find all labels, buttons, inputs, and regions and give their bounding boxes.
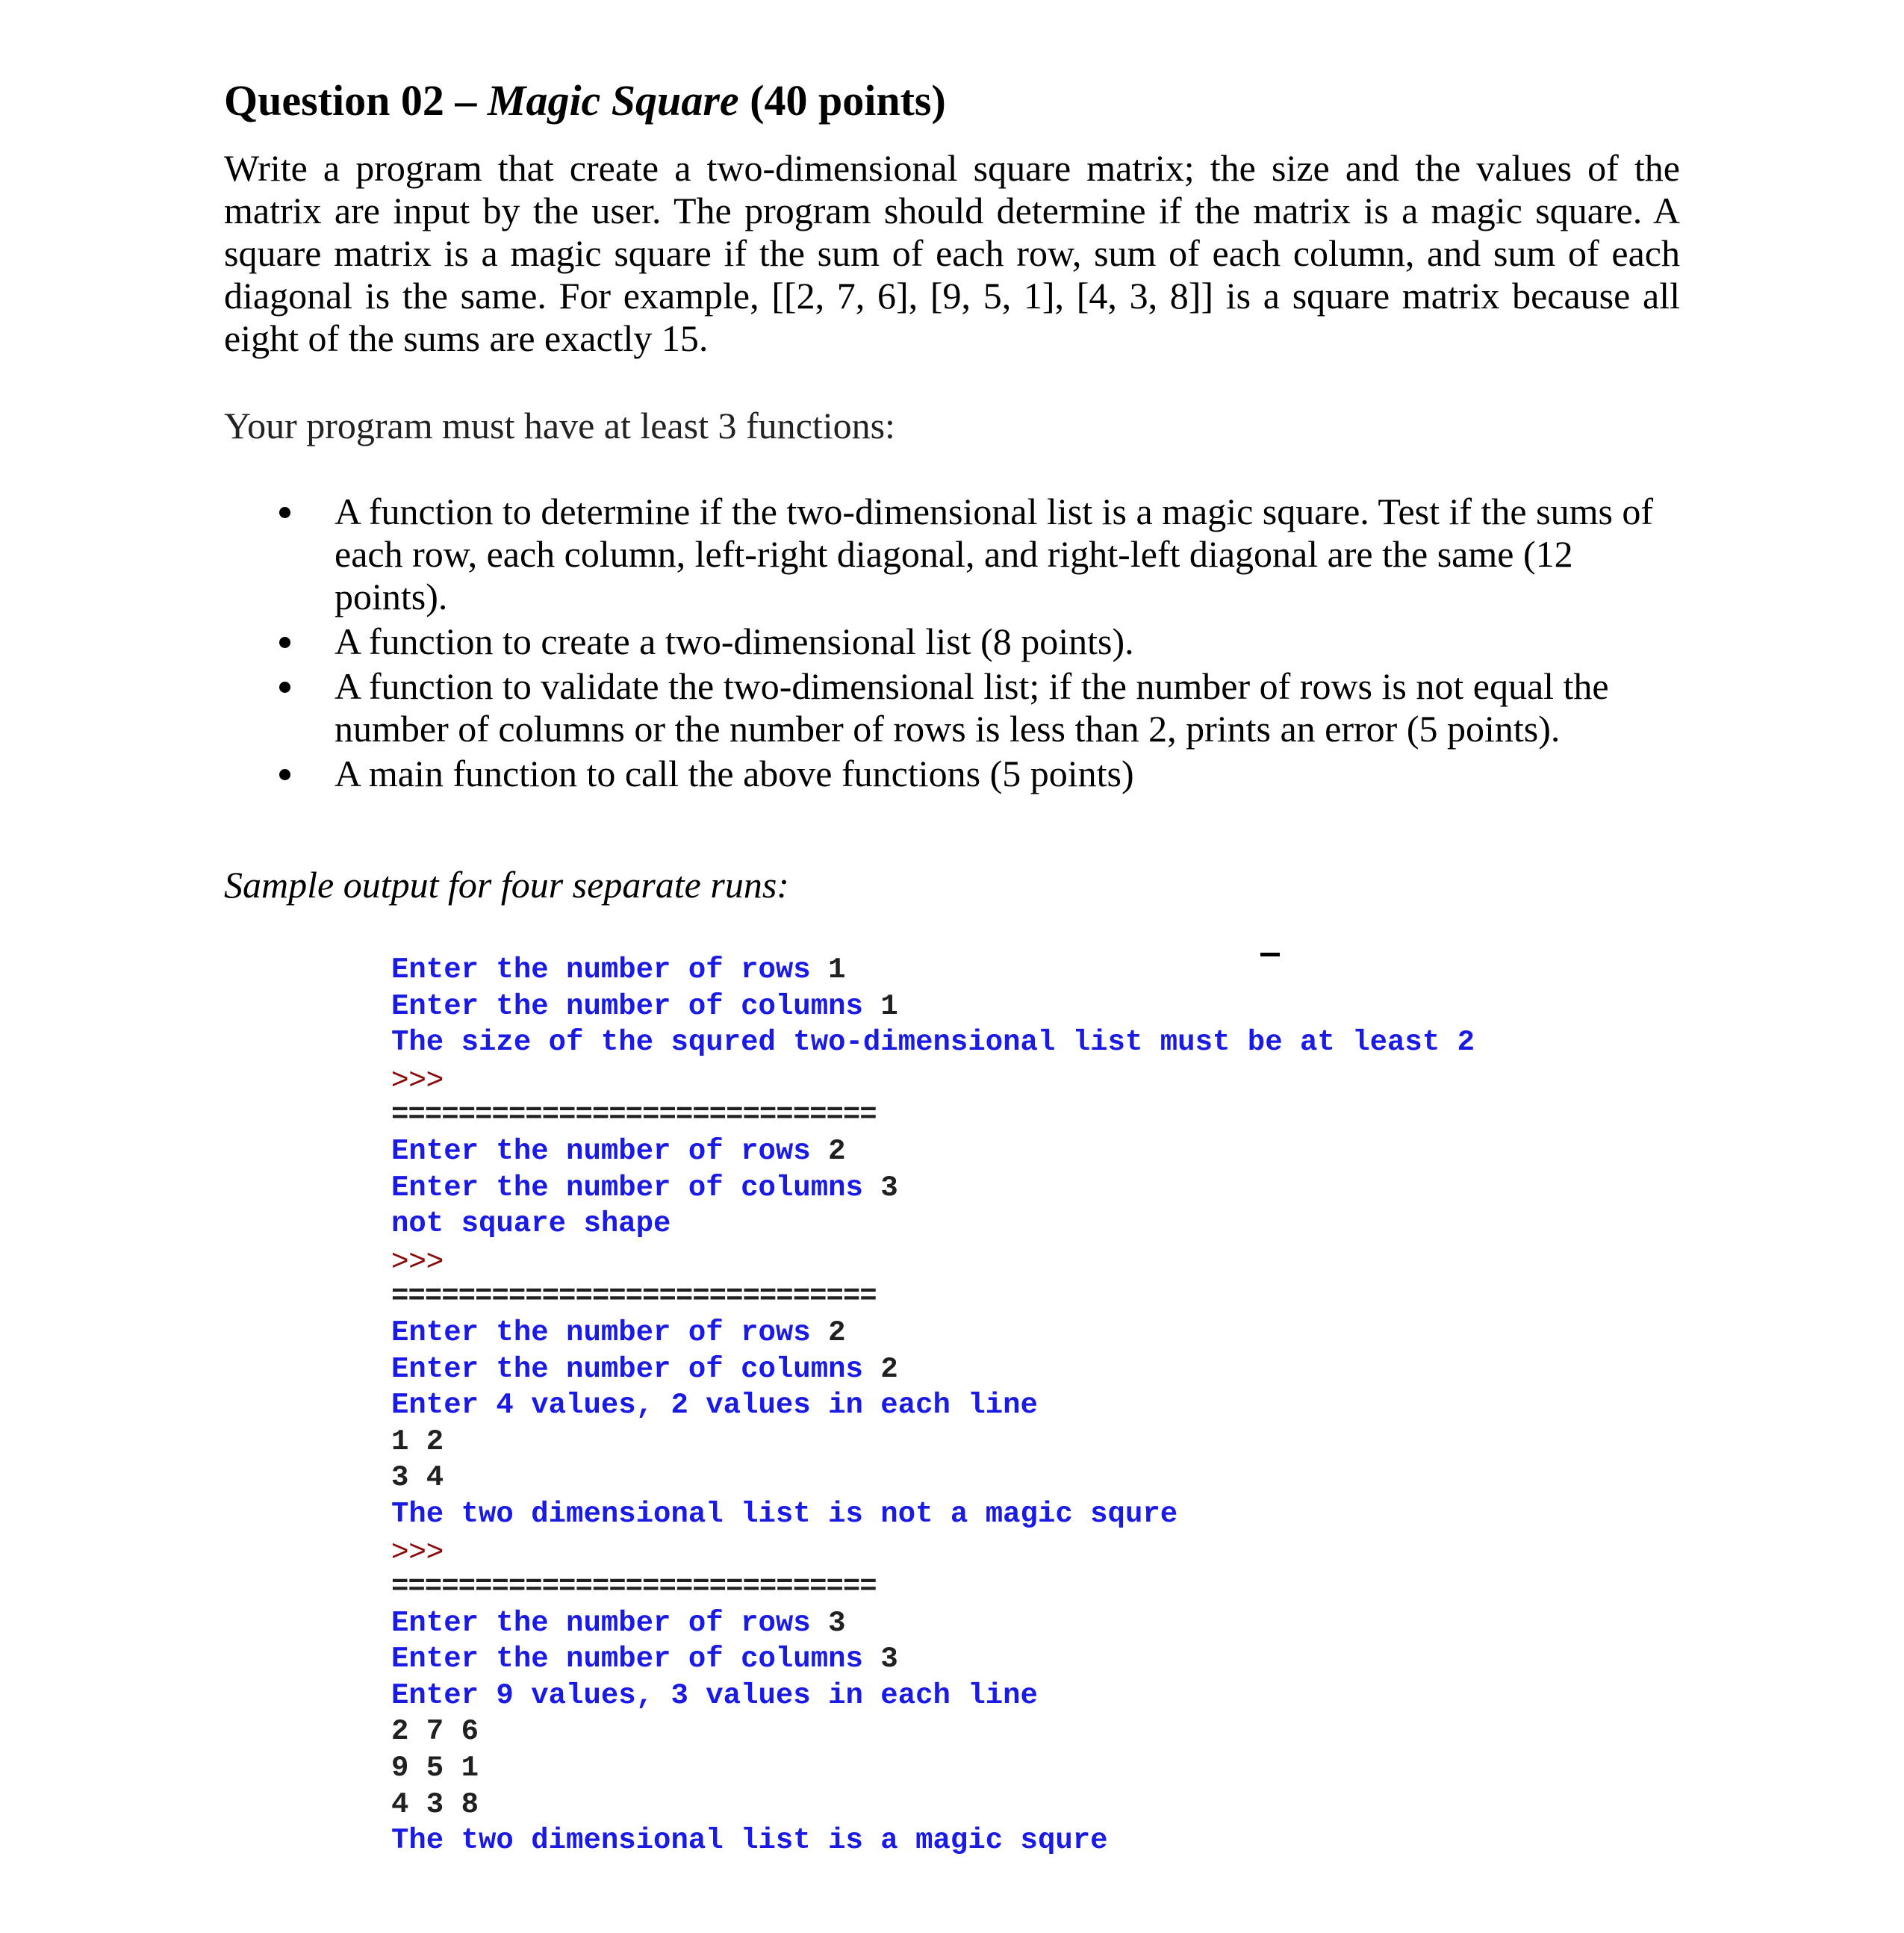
requirement-text: A function to validate the two-dimensional list; if the number of rows is not equal the number of columns or the number of rows is less than 2, prints an error (5 points). [335,665,1609,750]
bullet-icon [279,507,290,518]
question-points: (40 points) [750,76,946,125]
bullet-icon [279,769,290,780]
console-line [391,1569,1511,1605]
program-output: Enter the number of columns [391,1352,881,1386]
program-output: The two dimensional list is not a magic squre [391,1497,1178,1531]
requirements-lead: Your program must have at least 3 functions: [224,405,895,446]
program-output: Enter the number of rows [391,953,829,986]
requirement-item [224,491,1665,618]
console-line [391,1242,1511,1279]
console-line [391,1206,1511,1242]
console-line [391,1061,1511,1098]
console-line [391,1605,1511,1642]
requirement-item [224,665,1665,750]
console-line [391,1496,1511,1533]
requirement-item [224,753,1665,795]
user-input: 3 [880,1643,898,1676]
question-heading [224,71,1680,131]
console-line [391,1641,1511,1678]
requirement-item [224,620,1665,663]
requirement-text: A function to create a two-dimensional list (8 points). [335,620,1134,662]
console-line [391,1823,1511,1859]
user-input: 1 [828,953,846,986]
shell-prompt: >>> [391,1062,444,1095]
console-line [391,1278,1511,1315]
console-line [391,1750,1511,1787]
shell-prompt: >>> [391,1243,444,1277]
console-line [391,1678,1511,1714]
program-output: not square shape [391,1207,671,1241]
document-page [224,71,1680,906]
run-separator: ============================= [391,1280,877,1313]
console-line [391,1713,1511,1750]
console-line [391,1097,1511,1133]
console-line [391,1024,1511,1061]
question-number: Question 02 – [224,76,477,125]
console-line [391,1315,1511,1351]
program-output: The size of the squred two-dimensional list must be at least 2 [391,1026,1475,1059]
console-output [391,952,1511,1859]
sample-output-label: Sample output for four separate runs: [224,864,789,906]
user-input: 1 [880,989,898,1023]
user-input: 4 3 8 [391,1787,479,1821]
run-separator: ============================= [391,1098,877,1132]
program-output: The two dimensional list is a magic squre [391,1824,1108,1858]
program-output: Enter the number of rows [391,1606,829,1640]
console-line [391,1133,1511,1170]
question-title: Magic Square [487,76,739,125]
console-line [391,989,1511,1025]
problem-description: Write a program that create a two-dimensional square matrix; the size and the values of the matrix are input by the user. The program should determine if the matrix is a magic square. A square matrix is a magic square if the sum of each row, sum of each column, and sum of each diagonal is the same. For example, [[2, 7, 6], [9, 5, 1], [4, 3, 8]] is a square matrix because all eight of the sums are exactly 15. [224,147,1680,359]
console-line [391,1424,1511,1460]
requirement-text: A main function to call the above functions (5 points) [335,753,1134,794]
program-output: Enter the number of rows [391,1316,829,1349]
user-input: 3 4 [391,1461,444,1495]
console-line [391,1533,1511,1569]
user-input: 9 5 1 [391,1752,479,1785]
requirements-list [224,491,1665,795]
program-output: Enter 9 values, 3 values in each line [391,1678,1038,1712]
run-separator: ============================= [391,1570,877,1604]
console-line [391,1787,1511,1823]
program-output: Enter the number of rows [391,1134,829,1168]
program-output: Enter the number of columns [391,989,881,1023]
program-output: Enter the number of columns [391,1171,881,1204]
console-line [391,1460,1511,1496]
program-output: Enter 4 values, 2 values in each line [391,1389,1038,1422]
requirement-text: A function to determine if the two-dimensional list is a magic square. Test if the sums of each row, each column, left-right diagonal, and right-left diagonal are the same (12 points). [335,491,1654,617]
console-line [391,952,1511,989]
user-input: 2 [828,1134,846,1168]
console-line [391,1170,1511,1207]
program-output: Enter the number of columns [391,1643,881,1676]
user-input: 3 [880,1171,898,1204]
user-input: 2 7 6 [391,1715,479,1749]
bullet-icon [279,682,290,693]
user-input: 2 [828,1316,846,1349]
user-input: 1 2 [391,1425,444,1458]
user-input: 3 [828,1606,846,1640]
bullet-icon [279,637,290,648]
shell-prompt: >>> [391,1534,444,1567]
console-line [391,1351,1511,1388]
user-input: 2 [880,1352,898,1386]
console-line [391,1387,1511,1424]
